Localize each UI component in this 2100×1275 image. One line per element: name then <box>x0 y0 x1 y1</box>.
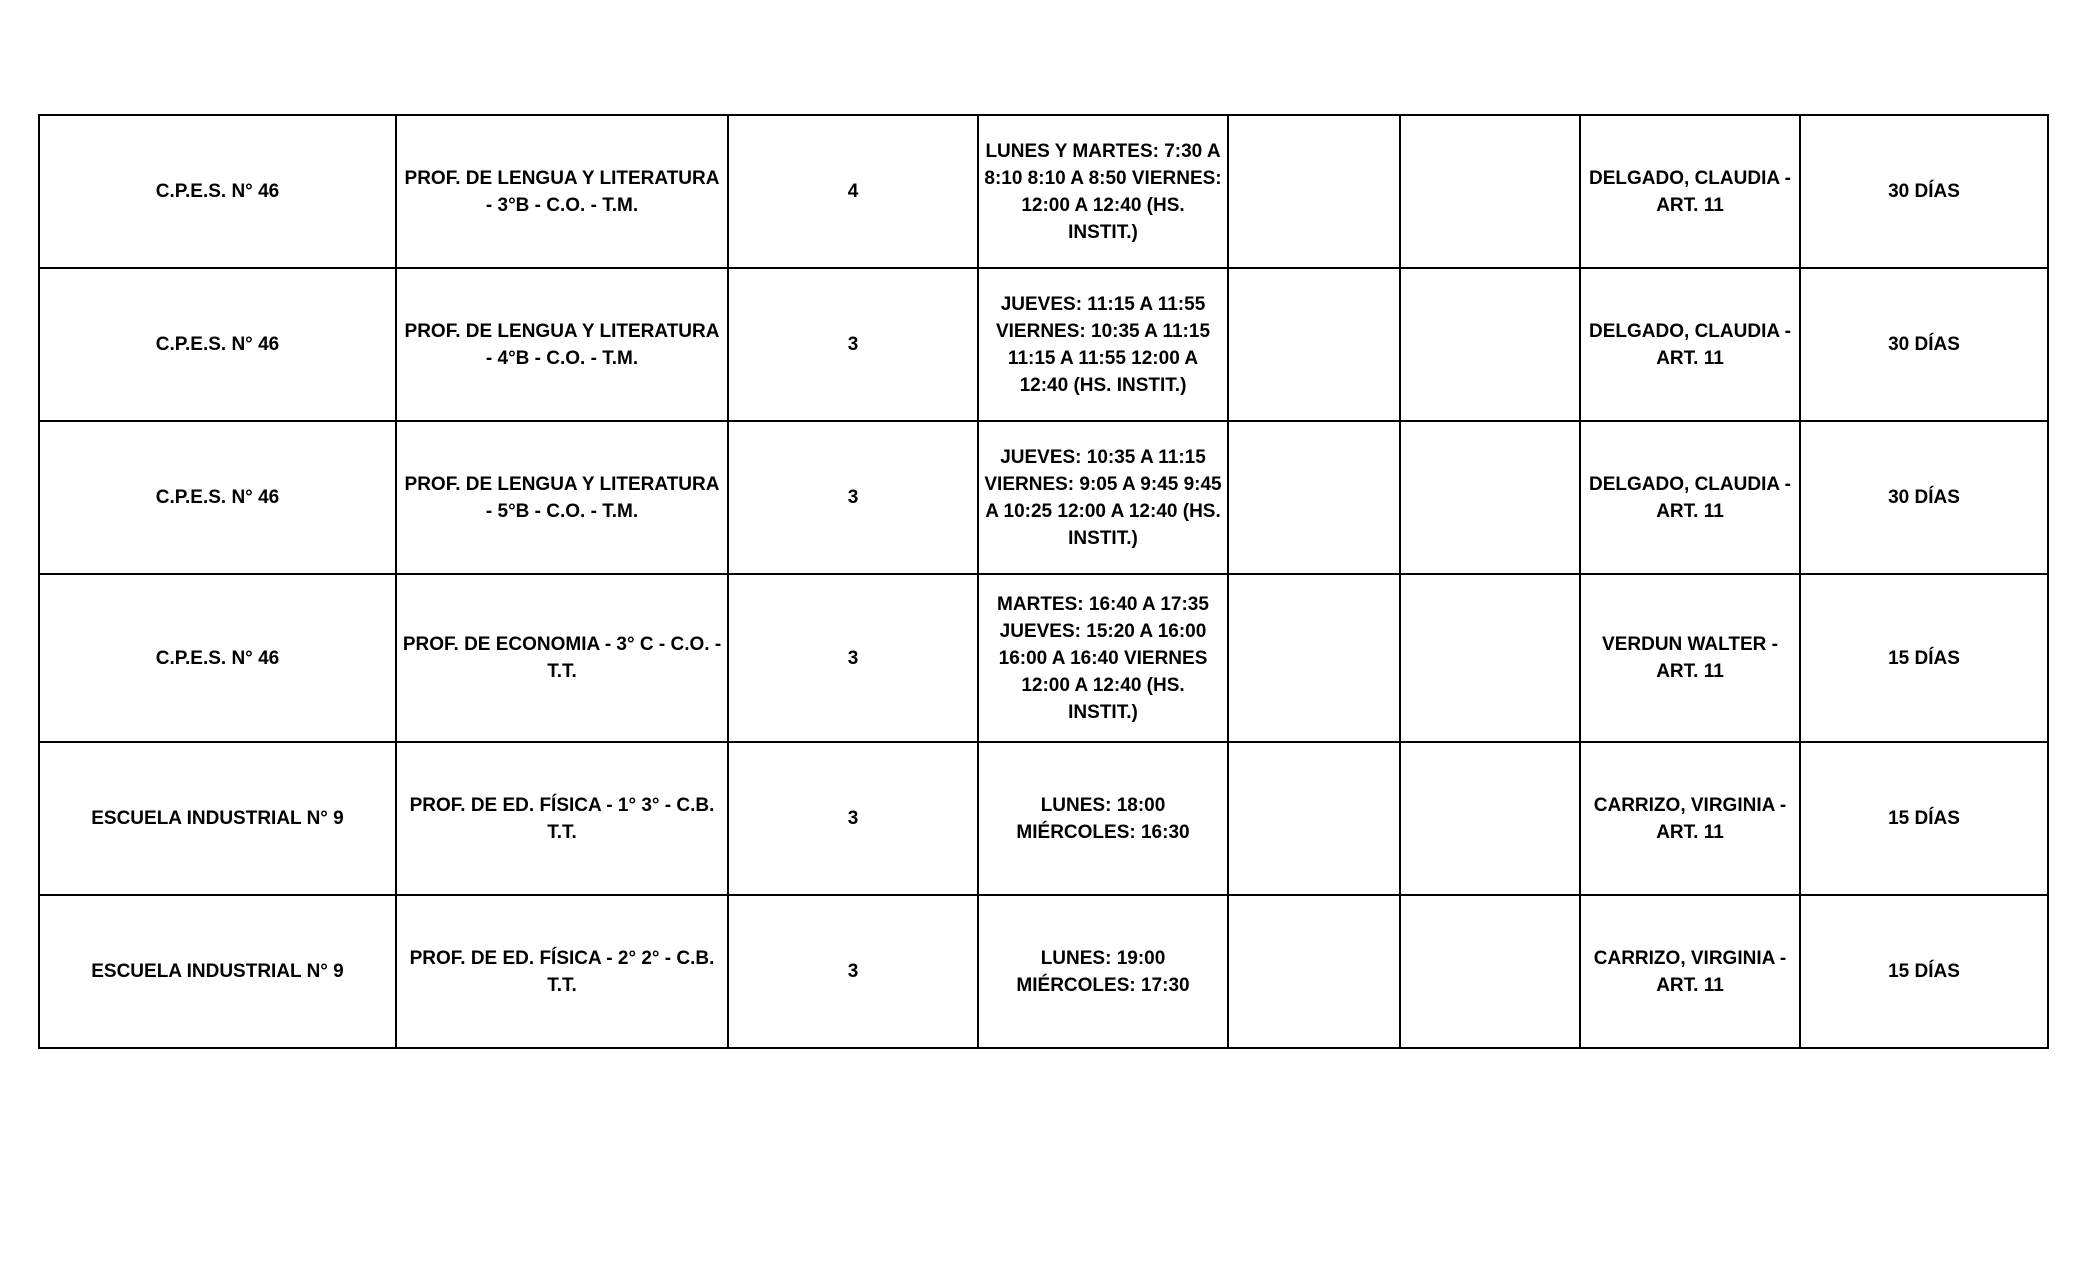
duration-cell: 15 DÍAS <box>1800 742 2048 895</box>
holder-cell: CARRIZO, VIRGINIA - ART. 11 <box>1580 742 1800 895</box>
position-cell: PROF. DE LENGUA Y LITERATURA - 4°B - C.O. - T.M. <box>396 268 728 421</box>
schedule-cell: LUNES Y MARTES: 7:30 A 8:10 8:10 A 8:50 VIERNES: 12:00 A 12:40 (HS. INSTIT.) <box>978 115 1228 268</box>
empty-cell <box>1228 268 1400 421</box>
position-cell: PROF. DE ED. FÍSICA - 2° 2° - C.B. T.T. <box>396 895 728 1048</box>
schedule-cell: JUEVES: 11:15 A 11:55 VIERNES: 10:35 A 11:15 11:15 A 11:55 12:00 A 12:40 (HS. INSTIT.) <box>978 268 1228 421</box>
empty-cell <box>1228 742 1400 895</box>
hours-cell: 3 <box>728 574 978 742</box>
hours-cell: 4 <box>728 115 978 268</box>
empty-cell <box>1400 574 1580 742</box>
school-cell: C.P.E.S. N° 46 <box>39 421 396 574</box>
table-row <box>39 421 2048 574</box>
empty-cell <box>1400 895 1580 1048</box>
table-row <box>39 115 2048 268</box>
hours-cell: 3 <box>728 268 978 421</box>
holder-cell: DELGADO, CLAUDIA - ART. 11 <box>1580 115 1800 268</box>
holder-cell: CARRIZO, VIRGINIA - ART. 11 <box>1580 895 1800 1048</box>
table-row <box>39 895 2048 1048</box>
position-cell: PROF. DE ECONOMIA - 3° C - C.O. - T.T. <box>396 574 728 742</box>
schedule-cell: LUNES: 19:00 MIÉRCOLES: 17:30 <box>978 895 1228 1048</box>
school-cell: C.P.E.S. N° 46 <box>39 574 396 742</box>
empty-cell <box>1228 421 1400 574</box>
duration-cell: 30 DÍAS <box>1800 115 2048 268</box>
school-cell: ESCUELA INDUSTRIAL N° 9 <box>39 895 396 1048</box>
school-cell: ESCUELA INDUSTRIAL N° 9 <box>39 742 396 895</box>
table-row <box>39 268 2048 421</box>
duration-cell: 15 DÍAS <box>1800 574 2048 742</box>
holder-cell: VERDUN WALTER - ART. 11 <box>1580 574 1800 742</box>
hours-cell: 3 <box>728 421 978 574</box>
schedule-cell: MARTES: 16:40 A 17:35 JUEVES: 15:20 A 16:00 16:00 A 16:40 VIERNES 12:00 A 12:40 (HS. INSTIT.) <box>978 574 1228 742</box>
empty-cell <box>1400 268 1580 421</box>
holder-cell: DELGADO, CLAUDIA - ART. 11 <box>1580 421 1800 574</box>
empty-cell <box>1228 115 1400 268</box>
empty-cell <box>1400 115 1580 268</box>
hours-cell: 3 <box>728 742 978 895</box>
table-row <box>39 742 2048 895</box>
position-cell: PROF. DE LENGUA Y LITERATURA - 3°B - C.O. - T.M. <box>396 115 728 268</box>
position-cell: PROF. DE LENGUA Y LITERATURA - 5°B - C.O. - T.M. <box>396 421 728 574</box>
school-cell: C.P.E.S. N° 46 <box>39 268 396 421</box>
holder-cell: DELGADO, CLAUDIA - ART. 11 <box>1580 268 1800 421</box>
school-cell: C.P.E.S. N° 46 <box>39 115 396 268</box>
hours-cell: 3 <box>728 895 978 1048</box>
position-cell: PROF. DE ED. FÍSICA - 1° 3° - C.B. T.T. <box>396 742 728 895</box>
vacancy-table <box>38 114 2049 1049</box>
empty-cell <box>1400 742 1580 895</box>
schedule-cell: JUEVES: 10:35 A 11:15 VIERNES: 9:05 A 9:45 9:45 A 10:25 12:00 A 12:40 (HS. INSTIT.) <box>978 421 1228 574</box>
duration-cell: 30 DÍAS <box>1800 421 2048 574</box>
empty-cell <box>1228 895 1400 1048</box>
empty-cell <box>1400 421 1580 574</box>
schedule-cell: LUNES: 18:00 MIÉRCOLES: 16:30 <box>978 742 1228 895</box>
duration-cell: 30 DÍAS <box>1800 268 2048 421</box>
table-row <box>39 574 2048 742</box>
duration-cell: 15 DÍAS <box>1800 895 2048 1048</box>
empty-cell <box>1228 574 1400 742</box>
